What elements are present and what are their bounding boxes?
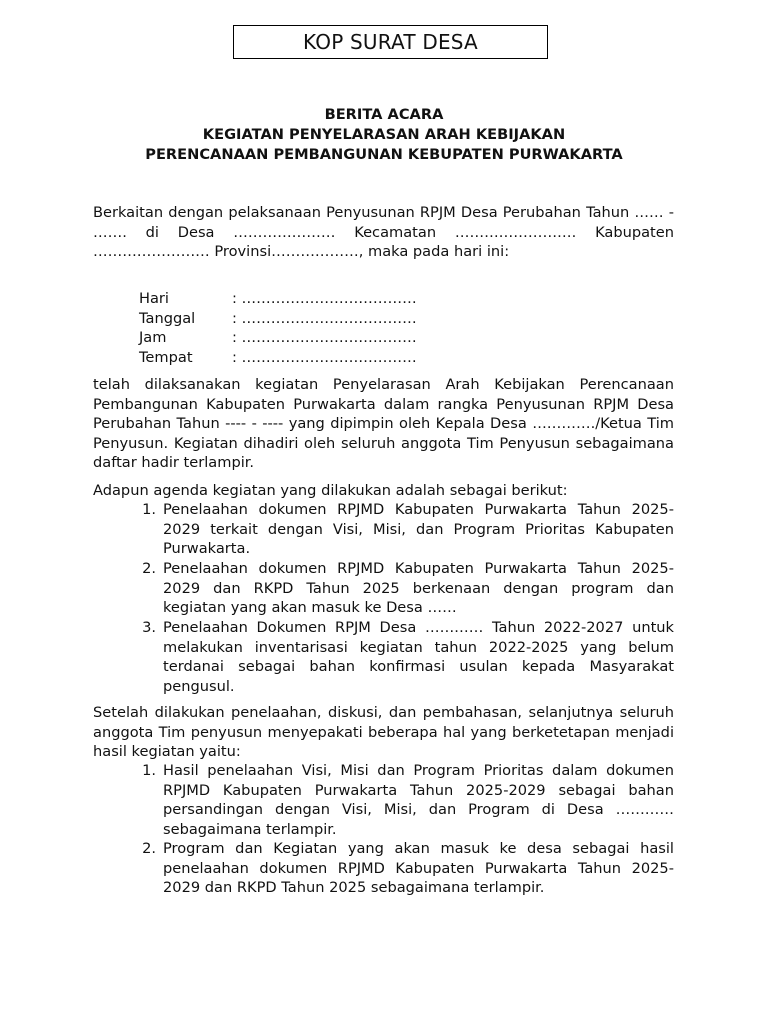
list-item (93, 761, 674, 839)
list-item (93, 559, 674, 618)
intro-paragraph: Berkaitan dengan pelaksanaan Penyusunan RPJM Desa Perubahan Tahun …… - ……. di Desa ………………… Kecamatan ……………………. Kabupaten …………………… Provinsi………………, maka pada hari ini: (93, 204, 674, 260)
info-label: Jam (139, 329, 167, 347)
info-label: Tempat (139, 348, 193, 366)
list-text: Hasil penelaahan Visi, Misi dan Program Prioritas dalam dokumen RPJMD Kabupaten Purwakarta Tahun 2025-2029 sebagai bahan persandingan dengan Visi, Misi, dan Program di Desa ………… sebagaimana terlampir. (163, 762, 674, 838)
title-line-1: BERITA ACARA (324, 106, 444, 123)
info-row-day (139, 289, 417, 309)
agenda-list (93, 500, 674, 696)
info-row-date (139, 309, 417, 329)
list-number: 2. (142, 840, 156, 857)
list-item (93, 618, 674, 696)
list-text: Penelaahan dokumen RPJMD Kabupaten Purwakarta Tahun 2025-2029 terkait dengan Visi, Misi, dan Program Prioritas Kabupaten Purwakarta. (163, 501, 674, 557)
info-row-place (139, 348, 417, 368)
result-intro: Setelah dilakukan penelaahan, diskusi, dan pembahasan, selanjutnya seluruh anggota Tim penyusun menyepakati beberapa hal yang berketetapan menjadi hasil kegiatan yaitu: (93, 704, 674, 760)
agenda-intro: Adapun agenda kegiatan yang dilakukan adalah sebagai berikut: (93, 482, 568, 499)
list-item (93, 839, 674, 898)
info-value: : ……………………………… (232, 290, 417, 307)
list-number: 2. (142, 560, 156, 577)
schedule-info (139, 289, 417, 367)
letterhead-text: KOP SURAT DESA (303, 30, 478, 54)
title-line-2: KEGIATAN PENYELARASAN ARAH KEBIJAKAN (202, 126, 566, 143)
info-label: Hari (139, 290, 169, 307)
list-number: 1. (142, 762, 156, 779)
list-text: Penelaahan Dokumen RPJM Desa ………… Tahun 2022-2027 untuk melakukan inventarisasi kegiatan tahun 2022-2025 yang belum terdanai sebagai bahan konfirmasi usulan kepada Masyarakat pengusul. (163, 619, 674, 695)
letterhead-box (233, 25, 548, 59)
title-line-3: PERENCANAAN PEMBANGUNAN KEBUPATEN PURWAKARTA (145, 146, 623, 163)
list-text: Program dan Kegiatan yang akan masuk ke desa sebagai hasil penelaahan dokumen RPJMD Kabupaten Purwakarta Tahun 2025-2029 dan RKPD Tahun 2025 sebagaimana terlampir. (163, 840, 674, 896)
list-number: 1. (142, 501, 156, 518)
list-number: 3. (142, 619, 156, 636)
result-list (93, 761, 674, 898)
info-row-time (139, 328, 417, 348)
list-text: Penelaahan dokumen RPJMD Kabupaten Purwakarta Tahun 2025-2029 dan RKPD Tahun 2025 berkenaan dengan program dan kegiatan yang akan masuk ke Desa …… (163, 560, 674, 616)
body-paragraph: telah dilaksanakan kegiatan Penyelarasan Arah Kebijakan Perencanaan Pembangunan Kabupaten Purwakarta dalam rangka Penyusunan RPJM Desa Perubahan Tahun ---- - ---- yang dipimpin oleh Kepala Desa …………./Ketua Tim Penyusun. Kegiatan dihadiri oleh seluruh anggota Tim Penyusun sebagaimana daftar hadir terlampir. (93, 376, 674, 471)
document-title (93, 105, 675, 165)
info-value: : ……………………………… (232, 348, 417, 366)
info-label: Tanggal (139, 309, 196, 327)
info-value: : ……………………………… (232, 329, 417, 347)
list-item (93, 500, 674, 559)
info-value: : ……………………………… (232, 309, 417, 327)
